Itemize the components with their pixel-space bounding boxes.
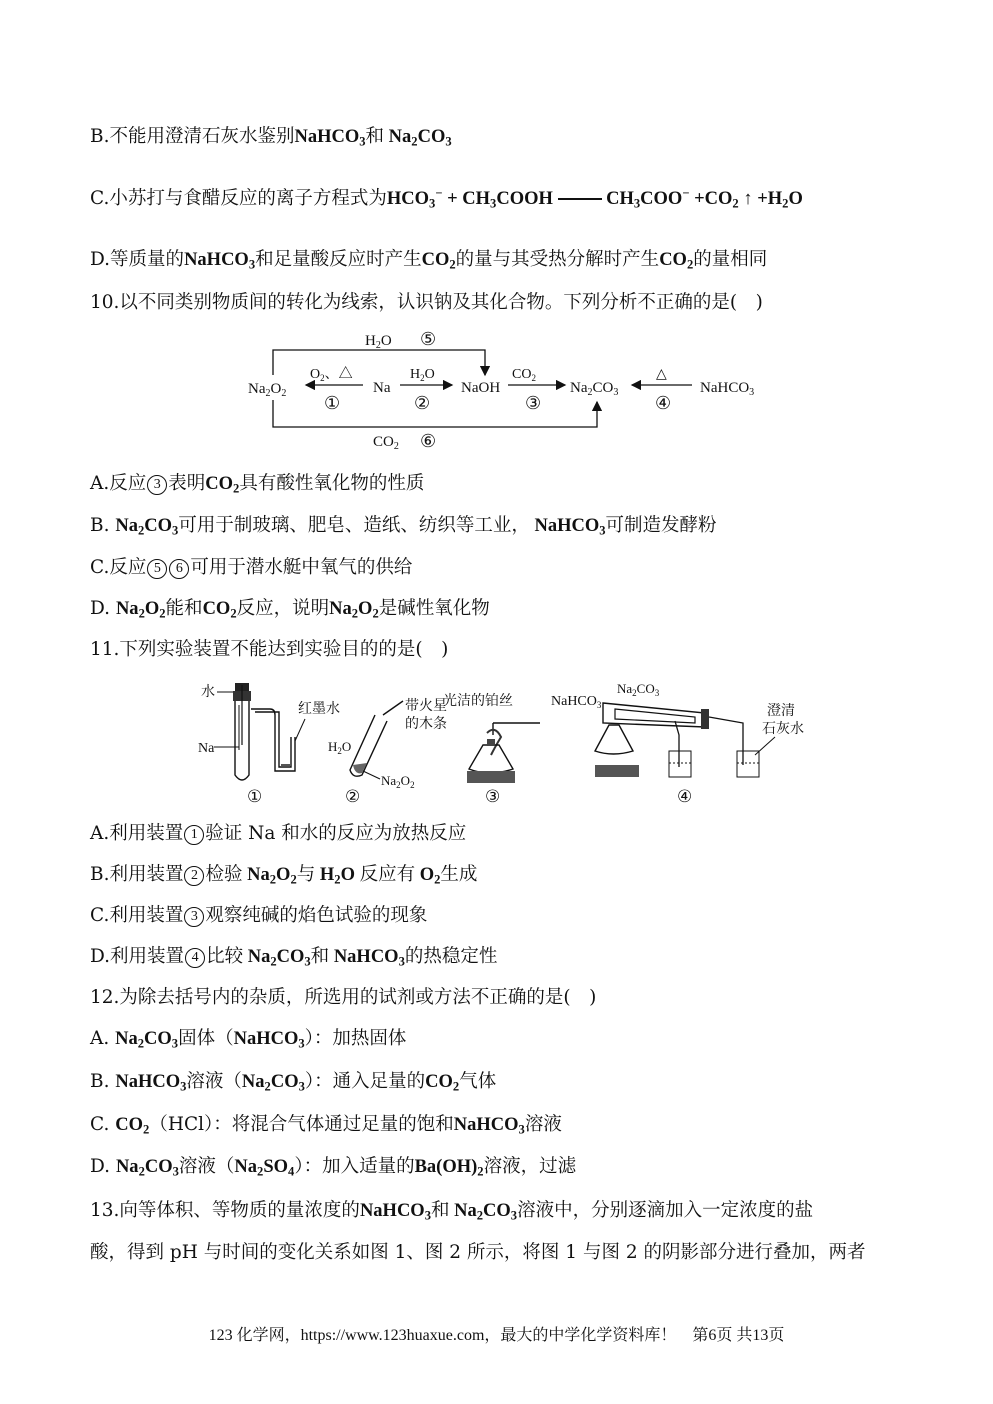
apparatus-3 <box>443 692 540 806</box>
svg-text:④: ④ <box>677 787 693 806</box>
svg-text:水: 水 <box>201 685 215 700</box>
svg-text:③: ③ <box>485 787 501 806</box>
na-node: Na <box>373 380 391 396</box>
circle-4: ④ <box>655 393 672 413</box>
o2-delta-label: $O_2$、△ <box>310 367 353 383</box>
q12-option-c: C. $CO_2(HCl)$：将混合气体通过足量的饱和NaHCO$_3$溶液 <box>90 1114 562 1137</box>
q9-option-b: B.不能用澄清石灰水鉴别NaHCO$_3$和 $Na_2CO_3$ <box>90 126 452 149</box>
na2o2-node: $Na_2O_2$ <box>248 381 287 399</box>
svg-text:带火星: 带火星 <box>405 699 447 714</box>
co2-label-6: $CO_2$ <box>373 434 399 452</box>
nahco3-node: NaHCO$_3$ <box>700 380 755 398</box>
q11-option-b: B.利用装置 2 检验 $Na_2O_2$与 $H_2O$ 反应有 $O_2$生成 <box>90 864 478 887</box>
q9-option-d: D.等质量的NaHCO$_3$和足量酸反应时产生$CO_2$的量与其受热分解时产生$CO_2$的量相同 <box>90 249 768 272</box>
q10-option-c: C.反应 5 6 可用于潜水艇中氧气的供给 <box>90 557 413 578</box>
arrow-5 <box>273 350 485 375</box>
svg-text:Na: Na <box>198 741 215 756</box>
q11-stem: 11.下列实验装置不能达到实验目的的是( ) <box>90 639 449 660</box>
svg-text:Na2O2: $Na_2O_2$ <box>381 773 415 790</box>
svg-text:澄清: 澄清 <box>767 704 795 719</box>
apparatus-4 <box>551 681 804 806</box>
h2o-label-2: $H_2O$ <box>410 367 435 383</box>
q10-option-b: B. $Na_2CO_3$可用于制玻璃、肥皂、造纸、纺织等工业， NaHCO$_3$可制造发酵粉 <box>90 515 717 538</box>
q10-option-d: D. $Na_2O_2$能和$CO_2$反应，说明$Na_2O_2$是碱性氧化物 <box>90 598 490 621</box>
q10-conversion-diagram <box>240 325 780 455</box>
circle-3: ③ <box>525 393 542 413</box>
circle-1: ① <box>324 393 341 413</box>
svg-text:①: ① <box>247 787 263 806</box>
q11-option-a: A.利用装置 1 验证 Na 和水的反应为放热反应 <box>90 823 467 844</box>
q12-stem: 12.为除去括号内的杂质，所选用的试剂或方法不正确的是( ) <box>90 987 597 1008</box>
delta-label: △ <box>656 367 667 382</box>
co2-label-3: $CO_2$ <box>512 367 536 383</box>
svg-text:②: ② <box>345 787 361 806</box>
q10-stem: 10.以不同类别物质间的转化为线索，认识钠及其化合物。下列分析不正确的是( ) <box>90 292 763 313</box>
q13-line-2: 酸，得到 pH 与时间的变化关系如图 1、图 2 所示，将图 1 与图 2 的阴影部分进行叠加，两者 <box>90 1242 866 1263</box>
arrow-6 <box>273 400 597 427</box>
svg-text:的木条: 的木条 <box>405 717 447 732</box>
circle-6: ⑥ <box>420 431 437 451</box>
q12-option-a: A. $Na_2CO_3$固体（NaHCO$_3$）：加热固体 <box>90 1028 407 1051</box>
q9-option-c: C.小苏打与食醋反应的离子方程式为$HCO_3^-$ + $CH_3COOH$ $CH_3COO^- +CO_2$ ↑ $+H_2O$ <box>90 186 803 211</box>
na2co3-node: $Na_2CO_3$ <box>570 380 619 398</box>
q10-option-a: A.反应 3 表明$CO_2$具有酸性氧化物的性质 <box>90 473 425 496</box>
svg-text:NaHCO3: NaHCO$_3$ <box>551 694 602 710</box>
q11-option-d: D.利用装置 4 比较 $Na_2CO_3$和 NaHCO$_3$的热稳定性 <box>90 946 498 969</box>
apparatus-2 <box>328 697 447 806</box>
naoh-node: NaOH <box>461 380 501 396</box>
q11-apparatus-figure <box>195 675 815 810</box>
q12-option-b: B. NaHCO$_3$溶液$(Na_2CO_3)$：通入足量的$CO_2$气体 <box>90 1071 497 1094</box>
circle-5: ⑤ <box>420 329 437 349</box>
svg-text:光洁的铂丝: 光洁的铂丝 <box>443 694 513 709</box>
circle-2: ② <box>414 393 431 413</box>
svg-text:Na2CO3: $Na_2CO_3$ <box>617 681 660 698</box>
apparatus-1 <box>198 683 340 806</box>
page-footer: 123 化学网，https://www.123huaxue.com，最大的中学化学资料库！ 第6页 共13页 <box>208 1327 785 1344</box>
q11-option-c: C.利用装置 3 观察纯碱的焰色试验的现象 <box>90 905 428 926</box>
svg-text:H2O: $H_2O$ <box>328 739 352 756</box>
svg-text:石灰水: 石灰水 <box>762 722 804 737</box>
q12-option-d: D. $Na_2CO_3$溶液$(Na_2SO_4)$：加入适量的$Ba(OH)_2$溶液，过滤 <box>90 1156 577 1179</box>
svg-text:红墨水: 红墨水 <box>298 702 340 717</box>
h2o-label-5: $H_2O$ <box>365 333 392 351</box>
q13-line-1: 13.向等体积、等物质的量浓度的NaHCO$_3$和 $Na_2CO_3$溶液中，分别逐滴加入一定浓度的盐 <box>90 1200 814 1223</box>
